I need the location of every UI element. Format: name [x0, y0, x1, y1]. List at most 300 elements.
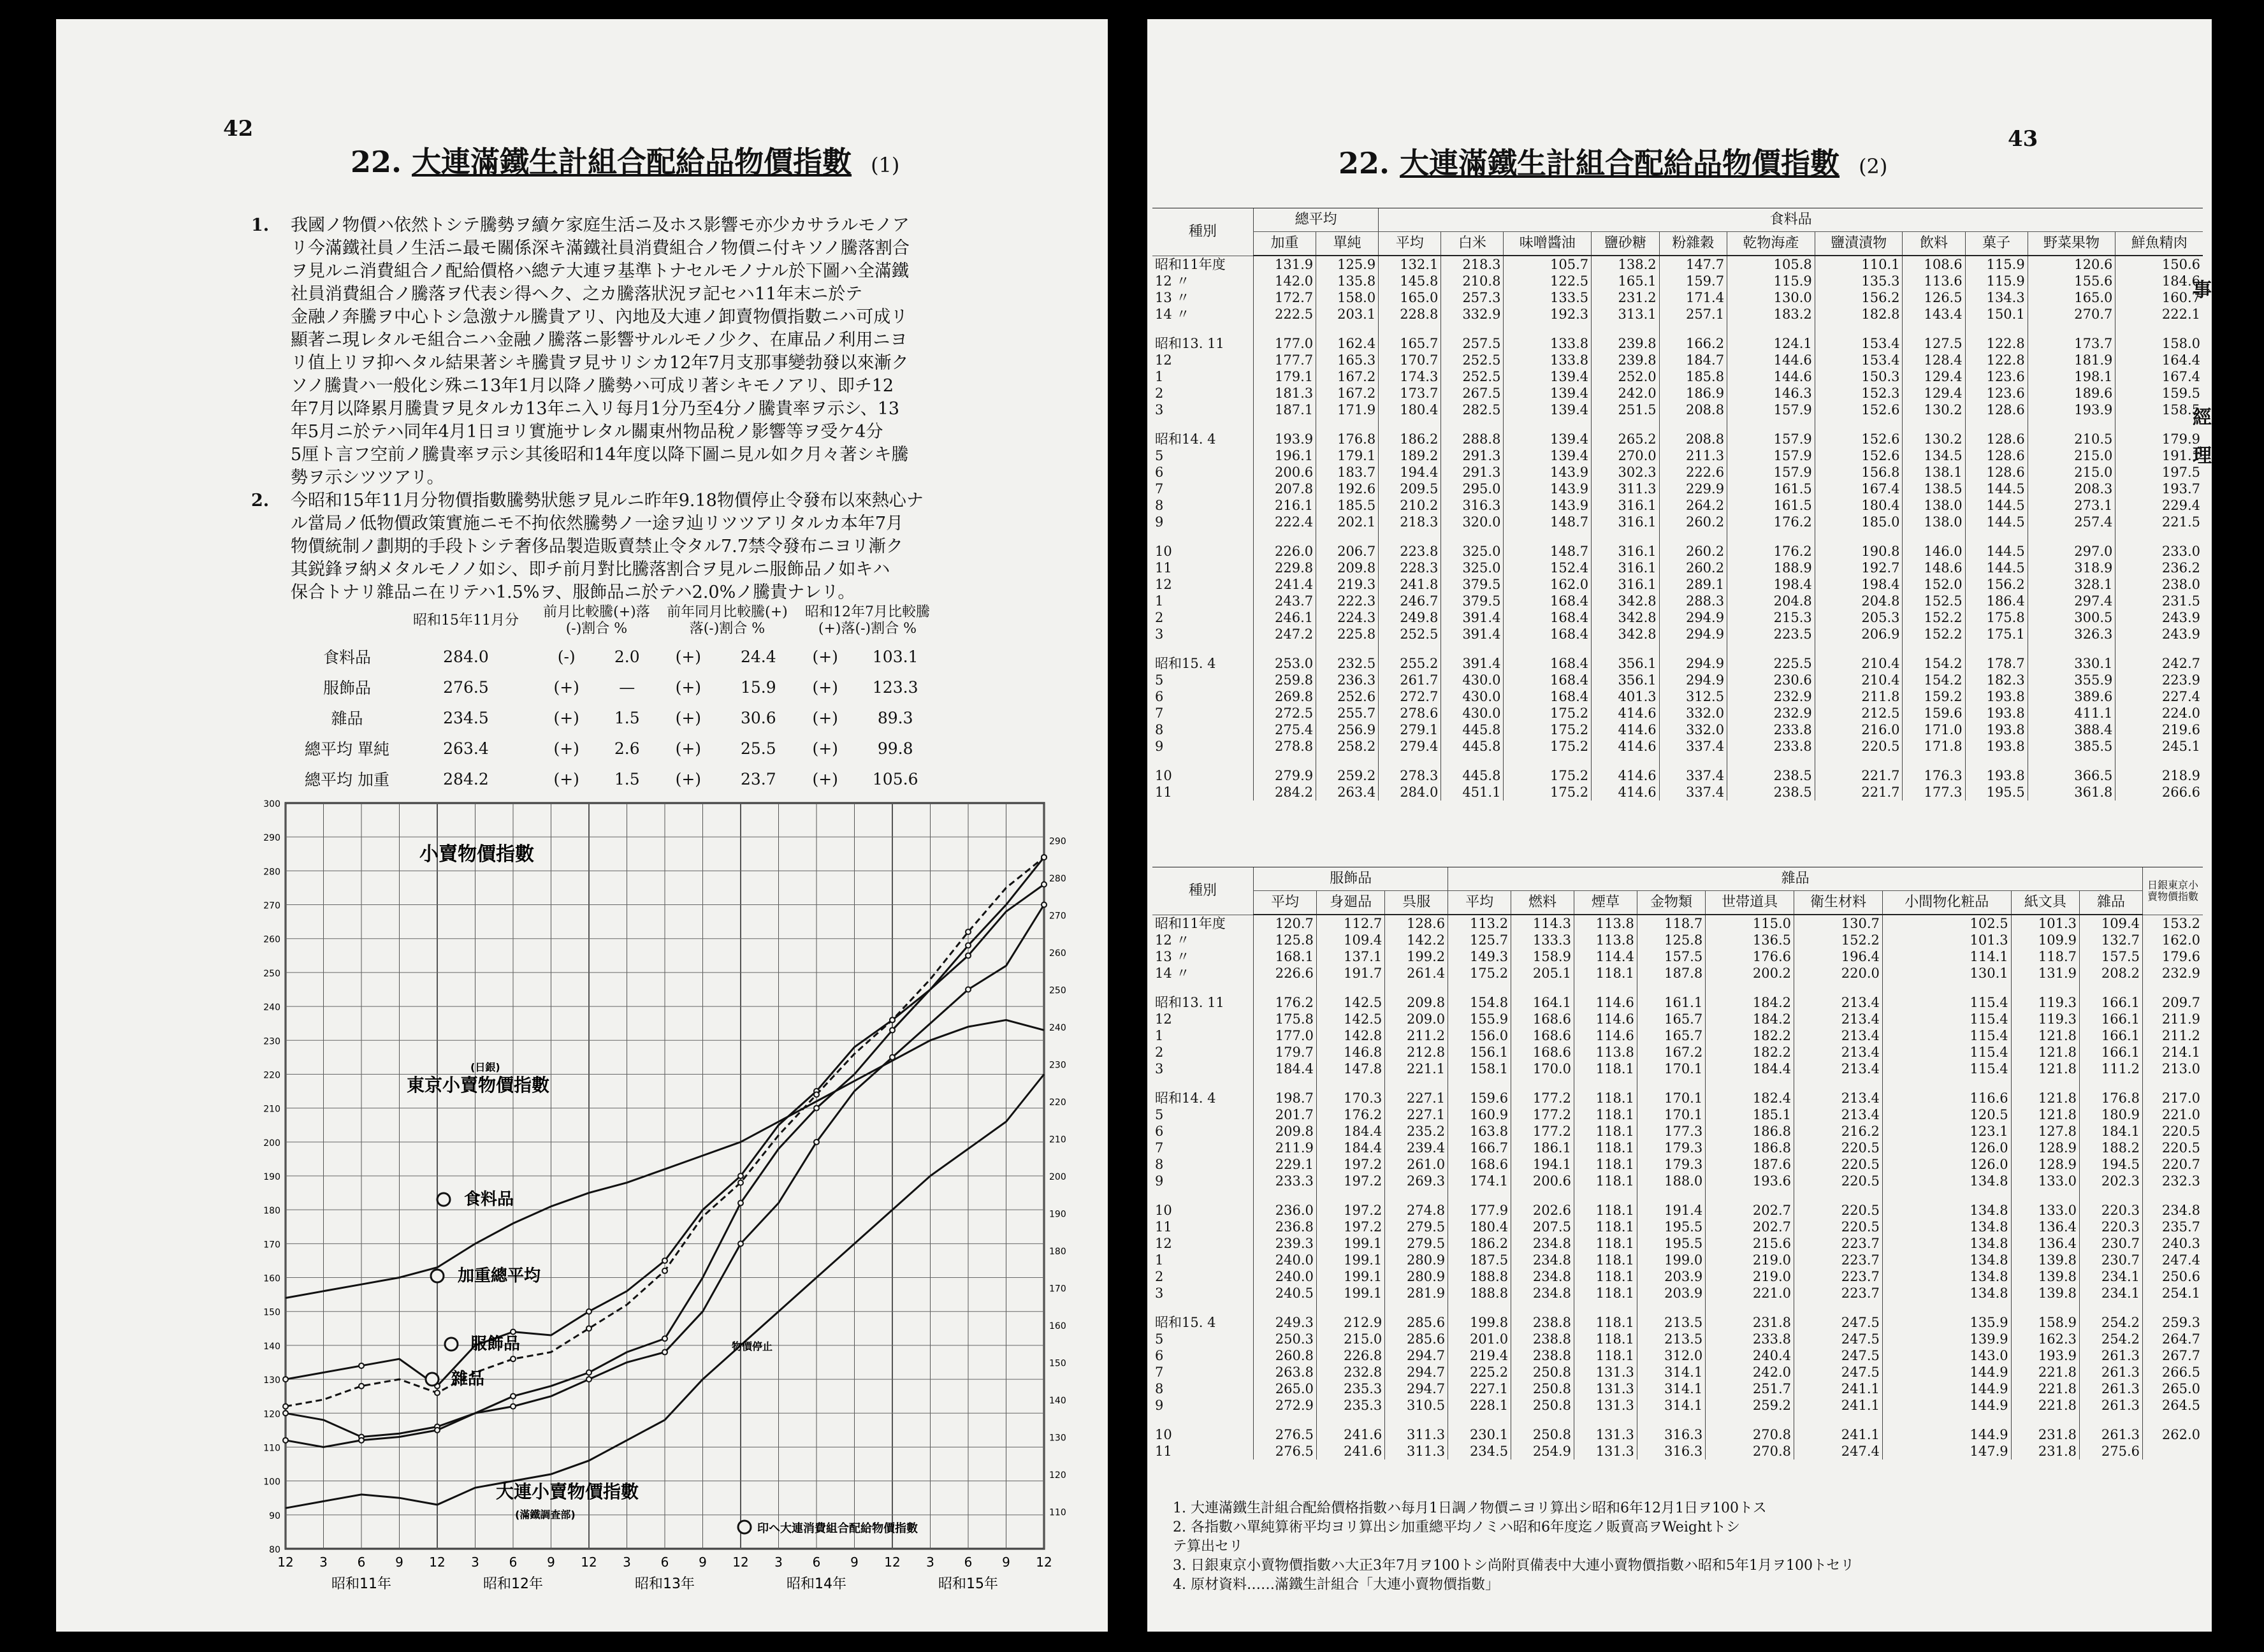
- y-right-tick-label: 230: [1049, 1060, 1066, 1071]
- table-cell: 261.3: [2080, 1397, 2143, 1414]
- table-cell: 220.0: [1794, 965, 1883, 982]
- table-cell: 229.9: [1659, 481, 1727, 497]
- table-cell: 234.8: [1511, 1252, 1574, 1268]
- table-cell: [1441, 418, 1504, 431]
- table-cell: 152.6: [1815, 447, 1903, 464]
- table-row: [1152, 256, 2203, 273]
- table-row: [1152, 738, 2203, 755]
- summary-col-header: 前年同月比較騰(+)落(-)割合 %: [667, 604, 788, 637]
- table-cell: 114.1: [1882, 948, 2011, 965]
- col-header: 服飾品: [1254, 867, 1448, 891]
- table-cell: 188.8: [1448, 1285, 1511, 1301]
- table-cell: 184.4: [1254, 1061, 1317, 1077]
- table-cell: 215.0: [2028, 447, 2115, 464]
- table-cell: 199.2: [1385, 948, 1448, 965]
- table-cell: 194.5: [2080, 1156, 2143, 1173]
- table-cell: 139.8: [2011, 1268, 2079, 1285]
- table-row: [1152, 322, 2203, 335]
- table-cell: 175.2: [1504, 767, 1592, 784]
- table-cell: [1659, 642, 1727, 655]
- footnote: 2. 各指數ハ單純算術平均ヨリ算出シ加重總平均ノミハ昭和6年度迄ノ販賣高ヲWeightトシ: [1173, 1519, 1740, 1535]
- table-cell: 114.4: [1574, 948, 1637, 965]
- table-cell: [2011, 1301, 2079, 1314]
- table-cell: 171.4: [1659, 289, 1727, 306]
- x-tick-label: 9: [547, 1554, 555, 1570]
- row-label: 12 〃: [1155, 273, 1190, 289]
- table-row: [1152, 273, 2203, 289]
- series-point: [511, 1394, 516, 1399]
- table-cell: 125.9: [1316, 256, 1379, 273]
- table-cell: [1727, 642, 1815, 655]
- table-row: [1152, 560, 2203, 576]
- table-cell: 245.1: [2115, 738, 2203, 755]
- table-cell: 168.4: [1504, 672, 1592, 688]
- table-cell: 123.1: [1882, 1123, 2011, 1140]
- table-cell: 136.4: [2011, 1219, 2079, 1235]
- table-cell: 226.6: [1254, 965, 1317, 982]
- table-cell: 184.4: [1316, 1123, 1384, 1140]
- table-cell: 177.9: [1448, 1202, 1511, 1219]
- table-cell: 430.0: [1441, 672, 1504, 688]
- table-cell: 223.7: [1794, 1235, 1883, 1252]
- table-cell: 176.2: [1254, 994, 1317, 1011]
- table-cell: 204.8: [1727, 593, 1815, 609]
- table-cell: 156.2: [1815, 289, 1903, 306]
- label-marker: [445, 1338, 458, 1351]
- table-cell: 138.2: [1592, 256, 1659, 273]
- table-cell: 155.6: [2028, 273, 2115, 289]
- table-cell: [2080, 982, 2143, 994]
- table-cell: 131.9: [1254, 256, 1316, 273]
- table-cell: 332.0: [1659, 705, 1727, 721]
- table-cell: 233.0: [2115, 543, 2203, 560]
- table-cell: 356.1: [1592, 655, 1659, 672]
- summary-cell-m: 1.5: [614, 708, 640, 727]
- table-cell: 167.4: [1815, 481, 1903, 497]
- table-cell: 135.9: [1882, 1314, 2011, 1331]
- table-cell: 120.6: [2028, 256, 2115, 273]
- table-cell: 356.1: [1592, 672, 1659, 688]
- table-row: [1152, 1414, 2203, 1426]
- table-cell: 177.3: [1903, 784, 1965, 801]
- row-label: 1: [1155, 593, 1164, 609]
- summary-cell-m-sign: (+): [553, 708, 579, 727]
- table-cell: 220.5: [2143, 1140, 2203, 1156]
- table-cell: 235.3: [1316, 1380, 1384, 1397]
- row-label: [1152, 1189, 1254, 1202]
- col-header: 世帯道具: [1706, 891, 1794, 915]
- table-cell: [1385, 982, 1448, 994]
- y-right-tick-label: 180: [1049, 1247, 1066, 1257]
- table-cell: 133.5: [1504, 289, 1592, 306]
- table-cell: 313.1: [1592, 306, 1659, 322]
- row-label: [1152, 755, 1254, 767]
- table-cell: 147.8: [1316, 1061, 1384, 1077]
- table-cell: 152.0: [1903, 576, 1965, 593]
- row-label: [1152, 418, 1254, 431]
- table-cell: [1706, 1189, 1794, 1202]
- table-cell: [1965, 418, 2028, 431]
- table-cell: 250.8: [1511, 1380, 1574, 1397]
- table-cell: [1448, 1414, 1511, 1426]
- table-cell: 230.1: [1448, 1426, 1511, 1443]
- table-row: [1152, 593, 2203, 609]
- table-cell: 126.0: [1882, 1156, 2011, 1173]
- table-row: [1152, 1011, 2203, 1027]
- table-cell: 139.8: [2011, 1285, 2079, 1301]
- table-cell: 168.6: [1511, 1027, 1574, 1044]
- table-cell: 288.3: [1659, 593, 1727, 609]
- table-cell: 385.5: [2028, 738, 2115, 755]
- table-cell: 167.2: [1316, 368, 1379, 385]
- table-cell: 139.4: [1504, 368, 1592, 385]
- col-header: 野菜果物: [2028, 232, 2115, 256]
- table-cell: 143.9: [1504, 464, 1592, 481]
- table-cell: 209.7: [2143, 994, 2203, 1011]
- row-label: 昭和15. 4: [1155, 1315, 1216, 1330]
- label-marker: [437, 1193, 450, 1206]
- series-point: [511, 1404, 516, 1409]
- series-point: [890, 1055, 895, 1060]
- table-cell: 200.6: [1254, 464, 1316, 481]
- row-label: 8: [1155, 498, 1164, 513]
- table-cell: 228.8: [1379, 306, 1441, 322]
- row-label: 2: [1155, 610, 1164, 625]
- table-cell: 193.8: [1965, 688, 2028, 705]
- table-cell: 225.2: [1448, 1364, 1511, 1380]
- table-cell: 260.8: [1254, 1347, 1317, 1364]
- table-cell: 227.1: [1385, 1106, 1448, 1123]
- table-cell: 278.3: [1379, 767, 1441, 784]
- table-cell: 216.2: [1794, 1123, 1883, 1140]
- table-cell: [2011, 1189, 2079, 1202]
- y-tick-label: 160: [263, 1273, 280, 1284]
- table-cell: 144.5: [1965, 497, 2028, 514]
- table-cell: 139.8: [2011, 1252, 2079, 1268]
- table-cell: [1254, 1077, 1317, 1090]
- table-cell: 129.4: [1903, 385, 1965, 402]
- table-cell: 297.4: [2028, 593, 2115, 609]
- table-cell: 294.9: [1659, 609, 1727, 626]
- table-cell: [1316, 1301, 1384, 1314]
- table-cell: 220.5: [1794, 1219, 1883, 1235]
- x-tick-label: 12: [429, 1554, 446, 1570]
- table-cell: 184.6: [2115, 273, 2203, 289]
- table-cell: 182.4: [1706, 1090, 1794, 1106]
- table-row: [1152, 352, 2203, 368]
- table-row: [1152, 1140, 2203, 1156]
- series-point: [586, 1377, 591, 1382]
- summary-cell-m: 1.5: [614, 769, 640, 788]
- y-tick-label: 150: [263, 1307, 280, 1318]
- table-cell: 184.2: [1706, 994, 1794, 1011]
- table-cell: 166.1: [2080, 1027, 2143, 1044]
- table-cell: 267.7: [2143, 1347, 2203, 1364]
- table-cell: 177.3: [1637, 1123, 1705, 1140]
- col-header: 菓子: [1965, 232, 2028, 256]
- table-cell: 168.4: [1504, 593, 1592, 609]
- table-cell: 238.8: [1511, 1314, 1574, 1331]
- table-cell: 177.2: [1511, 1106, 1574, 1123]
- summary-cell-m-sign: (+): [553, 769, 579, 788]
- table-cell: 154.2: [1903, 655, 1965, 672]
- table-cell: 134.8: [1882, 1285, 2011, 1301]
- table-cell: 262.0: [2143, 1426, 2203, 1443]
- table-cell: 157.9: [1727, 464, 1815, 481]
- chart-label-dairen-note: (滿鐵調査部): [515, 1509, 576, 1521]
- table-cell: 294.7: [1385, 1380, 1448, 1397]
- table-cell: 118.1: [1574, 1173, 1637, 1189]
- table-cell: 118.1: [1574, 1123, 1637, 1140]
- table-row: [1152, 784, 2203, 801]
- chart-label-tokyo-note: (日銀): [470, 1061, 500, 1073]
- table-cell: [2028, 642, 2115, 655]
- table-cell: 160.7: [2115, 289, 2203, 306]
- table-cell: 445.8: [1441, 721, 1504, 738]
- table-cell: 172.7: [1254, 289, 1316, 306]
- table-cell: 105.7: [1504, 256, 1592, 273]
- footnote: テ算出セリ: [1173, 1539, 1244, 1554]
- row-label: 10: [1155, 1427, 1172, 1442]
- y-right-tick-label: 120: [1049, 1470, 1066, 1481]
- table-cell: [1815, 642, 1903, 655]
- table-cell: 182.2: [1706, 1044, 1794, 1061]
- table-cell: 122.8: [1965, 335, 2028, 352]
- table-cell: 158.5: [2115, 402, 2203, 418]
- row-label: 14 〃: [1155, 307, 1190, 322]
- table-cell: 221.8: [2011, 1380, 2079, 1397]
- row-label: [1152, 1301, 1254, 1314]
- table-cell: 176.8: [2080, 1090, 2143, 1106]
- table-row: [1152, 655, 2203, 672]
- table-cell: 185.0: [1815, 514, 1903, 530]
- table-cell: 121.8: [2011, 1027, 2079, 1044]
- paragraph-line: 今昭和15年11月分物價指數騰勢狀態ヲ見ルニ昨年9.18物價停止令發布以來熱心ナ: [291, 491, 924, 511]
- table-cell: 238.5: [1727, 767, 1815, 784]
- table-cell: 182.2: [1706, 1027, 1794, 1044]
- table-cell: 152.2: [1903, 626, 1965, 642]
- table-cell: 226.0: [1254, 543, 1316, 560]
- row-label: 11: [1155, 560, 1172, 576]
- table-row: [1152, 543, 2203, 560]
- table-cell: [1727, 322, 1815, 335]
- table-cell: 226.8: [1316, 1347, 1384, 1364]
- table-cell: [1794, 982, 1883, 994]
- table-cell: 316.3: [1637, 1426, 1705, 1443]
- paragraph-line: ソノ騰貴ハ一般化シ殊ニ13年1月以降ノ騰勢ハ可成リ著シキモノアリ、即チ12: [291, 376, 894, 396]
- table-row: [1152, 1443, 2203, 1460]
- table-cell: 123.6: [1965, 368, 2028, 385]
- paragraph-lines: [291, 214, 910, 489]
- table-row: [1152, 1173, 2203, 1189]
- table-cell: 122.5: [1504, 273, 1592, 289]
- chart-label-dairen: 大連小賣物價指數: [496, 1481, 639, 1502]
- table-cell: 181.3: [1254, 385, 1316, 402]
- table-cell: 133.3: [1511, 932, 1574, 948]
- col-header: 平均: [1448, 891, 1511, 915]
- table-cell: [1637, 1301, 1705, 1314]
- table-cell: [1254, 1414, 1317, 1426]
- table-cell: 101.3: [2011, 915, 2079, 932]
- food-price-table: [1152, 208, 2203, 801]
- title-number: 22.: [351, 145, 402, 179]
- table-cell: [2028, 755, 2115, 767]
- table-cell: 218.3: [1379, 514, 1441, 530]
- table-cell: 272.7: [1379, 688, 1441, 705]
- table-cell: 162.0: [1504, 576, 1592, 593]
- table-cell: 259.2: [1706, 1397, 1794, 1414]
- table-cell: 270.8: [1706, 1426, 1794, 1443]
- row-label: 12 〃: [1155, 932, 1190, 948]
- table-cell: 231.8: [2011, 1443, 2079, 1460]
- table-cell: 414.6: [1592, 738, 1659, 755]
- table-cell: 221.7: [1815, 784, 1903, 801]
- table-cell: 241.1: [1794, 1380, 1883, 1397]
- table-cell: 219.3: [1316, 576, 1379, 593]
- table-cell: 202.3: [2080, 1173, 2143, 1189]
- table-cell: 190.8: [1815, 543, 1903, 560]
- table-cell: [1637, 1414, 1705, 1426]
- title-part: (1): [871, 153, 900, 177]
- table-cell: [1316, 982, 1384, 994]
- x-tick-label: 12: [732, 1554, 749, 1570]
- table-cell: 247.2: [1254, 626, 1316, 642]
- table-cell: [1903, 322, 1965, 335]
- table-cell: 114.3: [1511, 915, 1574, 932]
- table-cell: 115.9: [1727, 273, 1815, 289]
- table-cell: 316.1: [1592, 560, 1659, 576]
- row-label: 昭和11年度: [1155, 256, 1226, 272]
- table-row: [1152, 1090, 2203, 1106]
- table-cell: 186.2: [1379, 431, 1441, 447]
- y-right-tick-label: 220: [1049, 1098, 1066, 1108]
- table-row: [1152, 1156, 2203, 1173]
- table-cell: [1511, 982, 1574, 994]
- table-cell: 152.6: [1815, 402, 1903, 418]
- footnote: 3. 日銀東京小賣物價指數ハ大正3年7月ヲ100トシ尚附頁備表中大連小賣物價指數ハ昭和5年1月ヲ100トセリ: [1173, 1558, 1855, 1574]
- table-cell: 265.0: [1254, 1380, 1317, 1397]
- table-cell: 274.8: [1385, 1202, 1448, 1219]
- table-cell: 285.6: [1385, 1314, 1448, 1331]
- table-cell: [1659, 322, 1727, 335]
- table-cell: 168.4: [1504, 655, 1592, 672]
- table-cell: 221.1: [1385, 1061, 1448, 1077]
- row-label: 昭和14. 4: [1155, 431, 1216, 447]
- table-row: [1152, 1426, 2203, 1443]
- table-cell: 187.6: [1706, 1156, 1794, 1173]
- table-cell: [2011, 982, 2079, 994]
- col-header: 鹽砂糖: [1592, 232, 1659, 256]
- paragraph-number: 2.: [251, 491, 270, 511]
- paragraph-line: 我國ノ物價ハ依然トシテ騰勢ヲ續ケ家庭生活ニ及ホス影響モ亦少カサラルモノア: [291, 215, 910, 235]
- table-cell: 240.0: [1254, 1268, 1317, 1285]
- y-tick-label: 180: [263, 1206, 280, 1217]
- table-cell: 128.6: [1965, 464, 2028, 481]
- row-label: 13 〃: [1155, 290, 1190, 305]
- table-cell: 213.4: [1794, 1027, 1883, 1044]
- x-tick-label: 3: [319, 1554, 328, 1570]
- table-cell: 109.9: [2011, 932, 2079, 948]
- table-cell: 259.8: [1254, 672, 1316, 688]
- table-cell: 210.4: [1815, 655, 1903, 672]
- table-cell: 232.9: [1727, 688, 1815, 705]
- edge-mark: 理: [2193, 445, 2212, 467]
- table-cell: 209.5: [1379, 481, 1441, 497]
- table-cell: 221.5: [2115, 514, 2203, 530]
- table-cell: 202.6: [1511, 1202, 1574, 1219]
- col-header: 粉雜穀: [1659, 232, 1727, 256]
- row-label: [1152, 1414, 1254, 1426]
- table-cell: 270.8: [1706, 1443, 1794, 1460]
- table-cell: 254.2: [2080, 1331, 2143, 1347]
- chart-svg: [215, 790, 1121, 1600]
- summary-col-label: [298, 600, 396, 641]
- table-cell: 176.2: [1316, 1106, 1384, 1123]
- title-number: 22.: [1339, 146, 1390, 180]
- table-cell: 414.6: [1592, 784, 1659, 801]
- table-cell: 242.7: [2115, 655, 2203, 672]
- table-row: [1152, 1106, 2203, 1123]
- table-cell: 202.7: [1706, 1219, 1794, 1235]
- page-number: 42: [223, 116, 254, 141]
- table-cell: 118.1: [1574, 1202, 1637, 1219]
- series-point: [435, 1428, 440, 1433]
- table-cell: 250.8: [1511, 1426, 1574, 1443]
- summary-cell-y-sign: (+): [675, 677, 702, 697]
- table-cell: 233.3: [1254, 1173, 1317, 1189]
- table-cell: 214.1: [2143, 1044, 2203, 1061]
- table-cell: 233.8: [1727, 721, 1815, 738]
- table-cell: 224.3: [1316, 609, 1379, 626]
- table-cell: 215.0: [1316, 1331, 1384, 1347]
- table-cell: 168.6: [1511, 1044, 1574, 1061]
- table-cell: 193.8: [1965, 738, 2028, 755]
- table-cell: 227.1: [1385, 1090, 1448, 1106]
- row-label: 5: [1155, 1107, 1164, 1122]
- table-cell: 116.6: [1882, 1090, 2011, 1106]
- table-cell: 160.9: [1448, 1106, 1511, 1123]
- table-cell: 173.7: [2028, 335, 2115, 352]
- y-tick-label: 240: [263, 1003, 280, 1013]
- table-cell: 239.8: [1592, 352, 1659, 368]
- table-cell: 251.5: [1592, 402, 1659, 418]
- table-cell: 152.2: [1794, 932, 1883, 948]
- table-cell: 181.9: [2028, 352, 2115, 368]
- table-row: [1152, 1331, 2203, 1347]
- table-cell: 125.7: [1448, 932, 1511, 948]
- y-right-tick-label: 210: [1049, 1134, 1066, 1145]
- row-label: 6: [1155, 1124, 1164, 1139]
- summary-row: [298, 764, 938, 794]
- table-cell: 163.8: [1448, 1123, 1511, 1140]
- table-cell: 156.2: [1965, 576, 2028, 593]
- series-point: [283, 1438, 288, 1443]
- table-cell: 115.4: [1882, 1061, 2011, 1077]
- table-cell: 266.6: [2115, 784, 2203, 801]
- table-cell: 223.7: [1794, 1285, 1883, 1301]
- table-cell: [1511, 1077, 1574, 1090]
- summary-cell-b-sign: (+): [812, 739, 838, 758]
- table-cell: 157.9: [1727, 402, 1815, 418]
- table-cell: 155.9: [1448, 1011, 1511, 1027]
- table-cell: 118.1: [1574, 1156, 1637, 1173]
- table-cell: 243.7: [1254, 593, 1316, 609]
- table-cell: [1882, 1077, 2011, 1090]
- row-label: 7: [1155, 1365, 1164, 1380]
- series-point: [662, 1268, 667, 1273]
- row-label: 12: [1155, 1236, 1172, 1251]
- table-cell: 221.7: [1815, 767, 1903, 784]
